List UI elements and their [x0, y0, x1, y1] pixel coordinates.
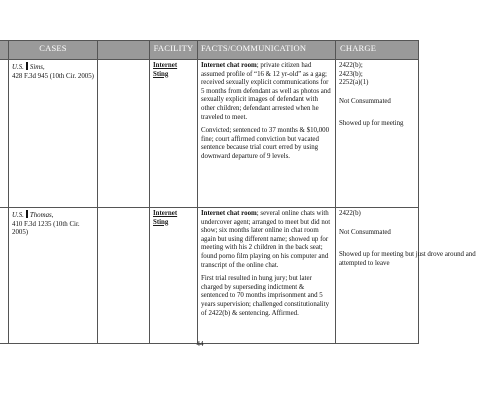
case-citation: 410 F.3d 1235 (10th Cir. 2005): [12, 220, 80, 237]
facility-cell: [150, 208, 198, 344]
blank-cell: [0, 208, 9, 344]
header-charge: CHARGE: [336, 41, 419, 60]
facts-lead: Internet chat room: [201, 210, 257, 217]
header-facility: FACILITY: [150, 41, 198, 60]
spacer-cell: [98, 60, 150, 208]
charge-note: Showed up for meeting: [339, 120, 404, 128]
facility-label: Internet Sting: [153, 62, 178, 78]
charge-statute: 2252(a)(1): [339, 79, 369, 87]
charge-note: Showed up for meeting but just drove around and attempted to leave: [339, 251, 476, 267]
header-row: [0, 41, 419, 60]
page-number: 44: [196, 340, 204, 348]
charge-note: Not Consummated: [339, 97, 391, 105]
cases-table: [0, 40, 476, 344]
blank-cell: [0, 60, 9, 208]
facility-cell: [150, 60, 198, 208]
facts-text: ; private citizen had assumed profile of “16 & 12 yr-old” as a gag; received sexually explicit communications for 5 months from defendant as well as photos and sexually explicit images of defendant with other children; defendant arrested when he traveled to meet.: [201, 62, 331, 121]
facts-text: ; several online chats with undercover agent; arranged to meet but did not show; six months later online in chat room again but using different name; showed up for meeting with his 2 children in the back seat; found porno film playing on his computer and transcript of the online chat.: [201, 210, 331, 269]
facts-paragraph: [201, 210, 332, 270]
facts-cell: [198, 60, 336, 208]
redaction-bar: [26, 62, 28, 70]
header-cases: CASES: [9, 41, 98, 60]
facts-lead: Internet chat room: [201, 62, 257, 69]
header-facts: FACTS/COMMUNICATION: [198, 41, 336, 60]
charge-statute: 2422(b): [339, 210, 361, 217]
charge-statute: 2423(b);: [339, 70, 363, 78]
charge-statute: 2422(b);: [339, 62, 363, 69]
charge-cell: [336, 60, 419, 208]
facility-label: Internet Sting: [153, 210, 178, 226]
case-prefix: U.S.: [12, 64, 24, 71]
table-row: [0, 60, 419, 208]
charge-cell: [336, 208, 476, 344]
table-row: [0, 208, 419, 344]
case-prefix: U.S.: [12, 212, 24, 219]
spacer-cell: [98, 208, 150, 344]
case-name: Sims,: [29, 64, 45, 71]
charge-note: Not Consummated: [339, 228, 391, 236]
case-name: Thomas,: [29, 212, 54, 219]
header-blank-cell: [0, 41, 9, 60]
facts-outcome: First trial resulted in hung jury; but later charged by superseding indictment & sentenced to 70 months imprisonment and 5 years supervision; challenged constitutionality of 2422(b) & sentencing. Affirmed.: [201, 275, 330, 317]
redaction-bar: [26, 210, 28, 218]
header-spacer-cell: [98, 41, 150, 60]
case-cell: [9, 60, 98, 208]
facts-paragraph: [201, 62, 332, 122]
case-cell: [9, 208, 98, 344]
facts-outcome: Convicted; sentenced to 37 months & $10,000 fine; court affirmed conviction but vacated sentence because trial court erred by using downward departure of 9 levels.: [201, 127, 330, 160]
case-citation: 428 F.3d 945 (10th Cir. 2005): [12, 72, 94, 80]
facts-cell: [198, 208, 336, 344]
